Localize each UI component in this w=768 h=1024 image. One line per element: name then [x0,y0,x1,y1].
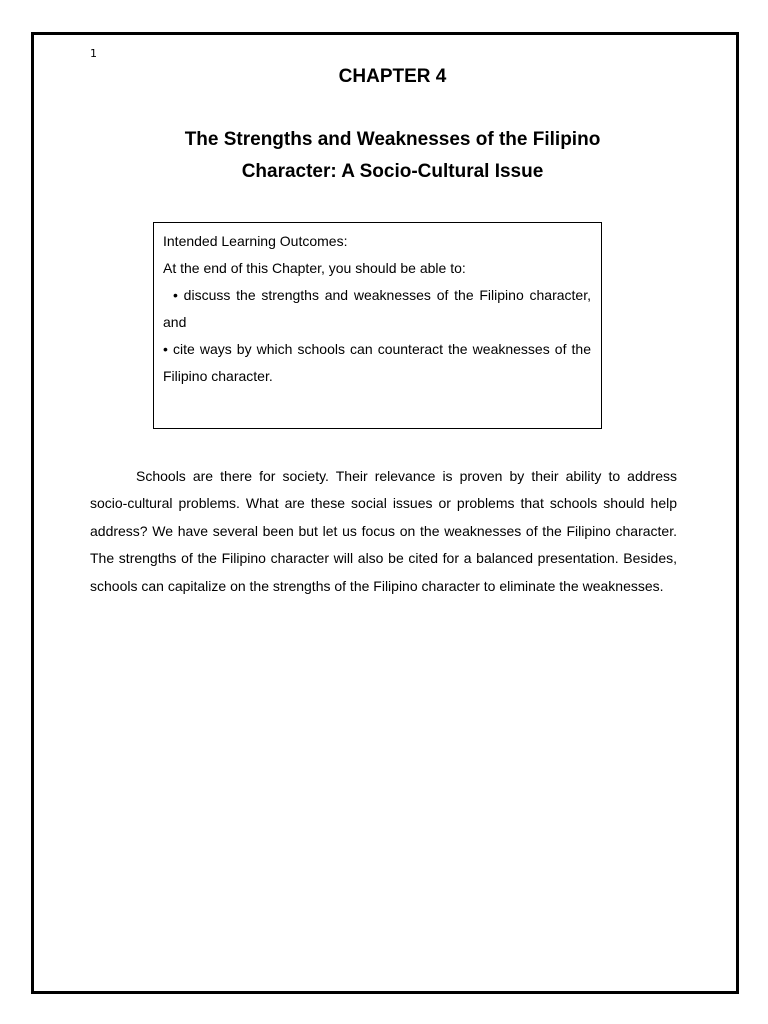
chapter-title-line-2: Character: A Socio-Cultural Issue [241,161,544,182]
outcomes-intro: At the end of this Chapter, you should be able to: [163,260,466,276]
learning-outcomes-box [153,222,602,429]
outcome-item: • cite ways by which schools can counteract the weaknesses of the Filipino character. [163,341,591,384]
body-paragraph: Schools are there for society. Their relevance is proven by their ability to address socio-cultural problems. What are these social issues or problems that schools should help address? We have several been but let us focus on the weaknesses of the Filipino character. The strengths of the Filipino character will also be cited for a balanced presentation. Besides, schools can capitalize on the strengths of the Filipino character to eliminate the weaknesses. [90,468,677,594]
chapter-heading: CHAPTER 4 [338,66,447,87]
outcome-item: • discuss the strengths and weaknesses of the Filipino character, and [163,287,591,330]
outcomes-header: Intended Learning Outcomes: [163,233,348,249]
chapter-title [0,124,768,188]
chapter-title-line-1: The Strengths and Weaknesses of the Filipino [184,129,601,150]
page-number: 1 [90,47,97,60]
